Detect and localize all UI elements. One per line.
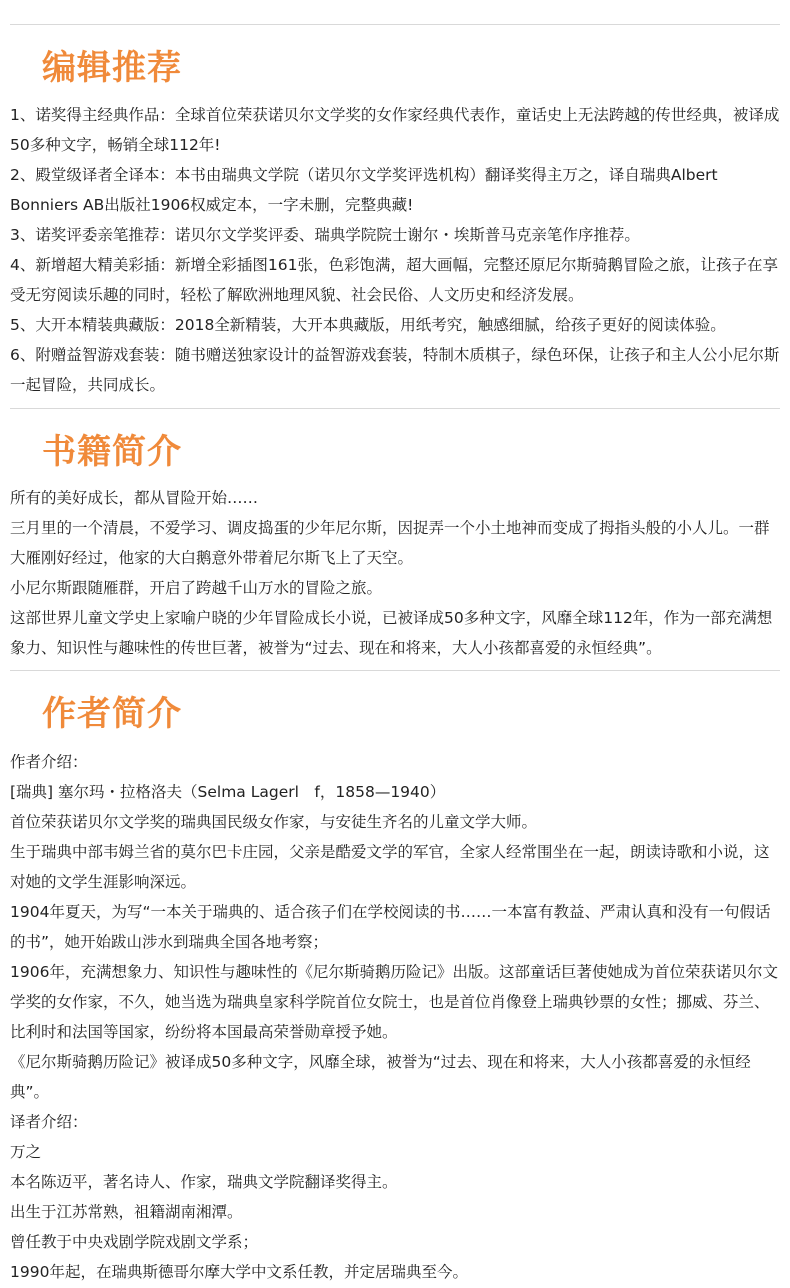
author-paragraph: 生于瑞典中部韦姆兰省的莫尔巴卡庄园，父亲是酷爱文学的军官，全家人经常围坐在一起，朗读诗歌和小说，这对她的文学生涯影响深远。 [10,843,770,891]
author-paragraph: 作者介绍： [10,753,88,771]
editor-recommendations [10,100,780,400]
book-introduction [10,483,780,663]
author-paragraph: 曾任教于中央戏剧学院戏剧文学系； [10,1233,259,1251]
author-paragraph: 1906年，充满想象力、知识性与趣味性的《尼尔斯骑鹅历险记》出版。这部童话巨著使她成为首位荣获诺贝尔文学奖的女作家，不久，她当选为瑞典皇家科学院首位女院士，也是首位肖像登上瑞典钞票的女性；挪威、芬兰、比利时和法国等国家，纷纷将本国最高荣誉勋章授予她。 [10,963,778,1041]
section-title-editor: 编辑推荐 [42,48,182,88]
editor-item: 6、附赠益智游戏套装：随书赠送独家设计的益智游戏套装，特制木质棋子，绿色环保，让孩子和主人公小尼尔斯一起冒险，共同成长。 [10,346,780,394]
author-paragraph: 出生于江苏常熟，祖籍湖南湘潭。 [10,1203,243,1221]
section-title-intro: 书籍简介 [42,432,182,472]
intro-paragraph: 这部世界儿童文学史上家喻户晓的少年冒险成长小说，已被译成50多种文字，风靡全球112年，作为一部充满想象力、知识性与趣味性的传世巨著，被誉为“过去、现在和将来，大人小孩都喜爱的永恒经典”。 [10,609,773,657]
intro-paragraph: 所有的美好成长，都从冒险开始…… [10,489,259,507]
editor-item: 3、诺奖评委亲笔推荐：诺贝尔文学奖评委、瑞典学院院士谢尔・埃斯普马克亲笔作序推荐。 [10,226,640,244]
author-introduction [10,747,780,1287]
editor-item: 1、诺奖得主经典作品：全球首位荣获诺贝尔文学奖的女作家经典代表作，童话史上无法跨越的传世经典，被译成50多种文字，畅销全球112年! [10,106,780,154]
author-paragraph: 1904年夏天，为写“一本关于瑞典的、适合孩子们在学校阅读的书……一本富有教益、严肃认真和没有一句假话的书”，她开始跋山涉水到瑞典全国各地考察； [10,903,771,951]
section-divider [10,408,780,409]
author-paragraph: 1990年起，在瑞典斯德哥尔摩大学中文系任教，并定居瑞典至今。 [10,1263,468,1281]
editor-item: 2、殿堂级译者全译本：本书由瑞典文学院（诺贝尔文学奖评选机构）翻译奖得主万之，译自瑞典Albert Bonniers AB出版社1906权威定本，一字未删，完整典藏! [10,166,718,214]
author-paragraph: 万之 [10,1143,42,1161]
author-paragraph: 首位荣获诺贝尔文学奖的瑞典国民级女作家，与安徒生齐名的儿童文学大师。 [10,813,538,831]
author-paragraph: [瑞典] 塞尔玛・拉格洛夫（Selma Lagerl f，1858—1940） [10,783,446,801]
author-paragraph: 《尼尔斯骑鹅历险记》被译成50多种文字，风靡全球，被誉为“过去、现在和将来，大人小孩都喜爱的永恒经典”。 [10,1053,751,1101]
section-divider [10,24,780,25]
intro-paragraph: 三月里的一个清晨，不爱学习、调皮捣蛋的少年尼尔斯，因捉弄一个小土地神而变成了拇指头般的小人儿。一群大雁刚好经过，他家的大白鹅意外带着尼尔斯飞上了天空。 [10,519,770,567]
section-divider [10,670,780,671]
editor-item: 4、新增超大精美彩插：新增全彩插图161张，色彩饱满，超大画幅，完整还原尼尔斯骑鹅冒险之旅，让孩子在享受无穷阅读乐趣的同时，轻松了解欧洲地理风貌、社会民俗、人文历史和经济发展。 [10,256,778,304]
author-paragraph: 译者介绍： [10,1113,88,1131]
editor-item: 5、大开本精装典藏版：2018全新精装，大开本典藏版，用纸考究，触感细腻，给孩子更好的阅读体验。 [10,316,726,334]
intro-paragraph: 小尼尔斯跟随雁群，开启了跨越千山万水的冒险之旅。 [10,579,383,597]
author-paragraph: 本名陈迈平，著名诗人、作家，瑞典文学院翻译奖得主。 [10,1173,398,1191]
section-title-author: 作者简介 [42,694,182,734]
